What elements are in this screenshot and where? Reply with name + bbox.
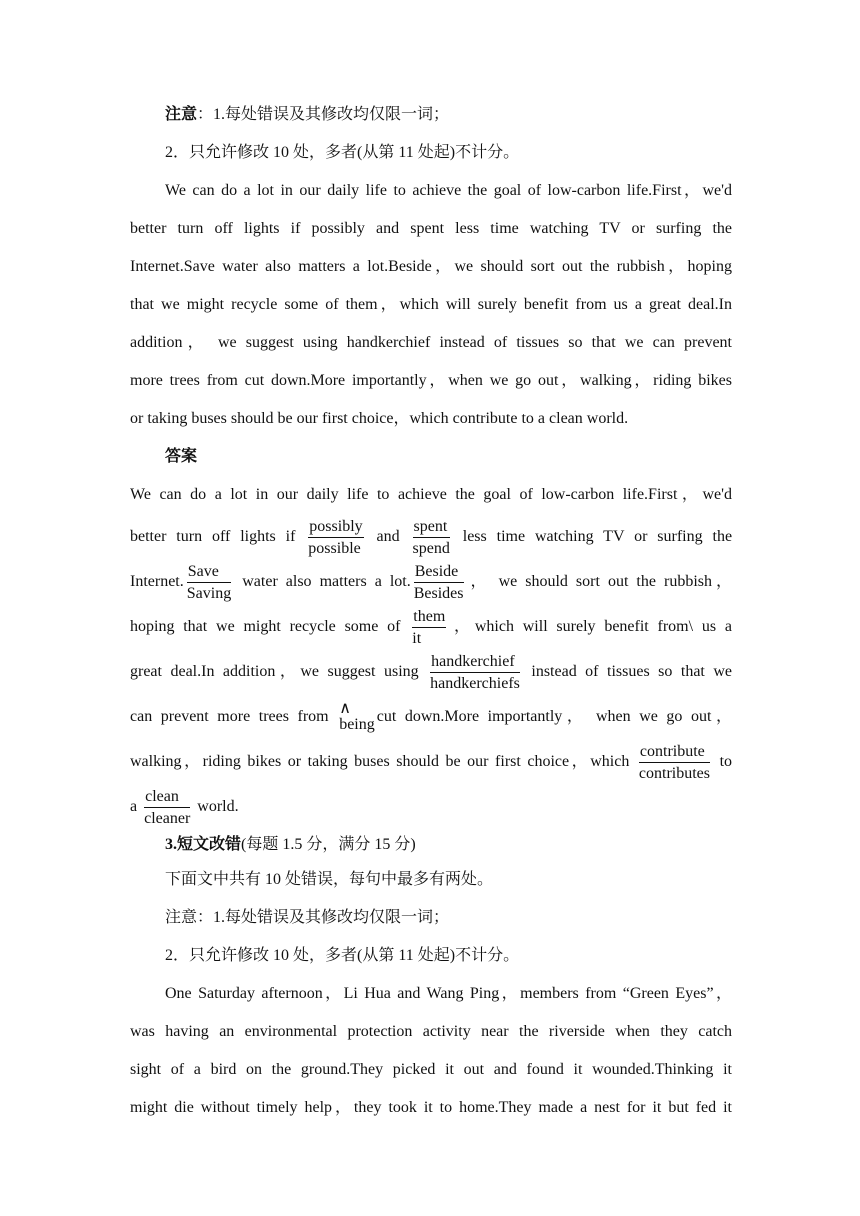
answer-line-6 xyxy=(130,694,732,739)
answer-text: water also matters a lot. xyxy=(242,573,411,590)
answer-text: a xyxy=(130,798,138,815)
section3-intro: 下面文中共有 10 处错误，每句中最多有两处。 xyxy=(165,871,494,888)
answer-line-3 xyxy=(130,559,732,604)
passage1-line-2: better turn off lights if possibly and spent less time watching TV or surfing the xyxy=(130,220,732,237)
answer-text: great deal.In addition，we suggest using xyxy=(130,663,419,680)
correction-fix: being xyxy=(339,716,375,734)
section3-title-rest: (每题 1.5 分，满分 15 分) xyxy=(241,836,416,853)
answer-text: Internet. xyxy=(130,573,184,590)
correction-original: Beside xyxy=(414,561,464,583)
answer-text: ，which will surely benefit from\ xyxy=(449,618,694,635)
insertion-mark: ∧ xyxy=(339,700,351,718)
correction-spent xyxy=(413,516,450,559)
passage1-line-4: that we might recycle some of them，which will surely benefit from us a great deal.In xyxy=(130,296,732,313)
answer-text: less time watching TV or surfing the xyxy=(462,528,733,545)
note-1 xyxy=(130,96,732,134)
passage1-line-5: addition， we suggest using handkerchief instead of tissues so that we can prevent xyxy=(130,334,732,351)
document-page xyxy=(130,96,732,1127)
passage2-line-4: might die without timely help，they took it to home.They made a nest for it but fed it xyxy=(130,1099,732,1116)
correction-possibly xyxy=(308,516,363,559)
answer-text: and xyxy=(376,528,400,545)
correction-original: spent xyxy=(413,516,450,538)
correction-fix: cleaner xyxy=(144,809,191,827)
answer-line-7 xyxy=(130,739,732,784)
correction-beside xyxy=(414,561,464,604)
correction-original: them xyxy=(412,606,446,628)
correction-handkerchief xyxy=(430,651,520,694)
note-label: 注意 xyxy=(165,106,198,123)
answer-line-2 xyxy=(130,514,732,559)
passage1-line-7: or taking buses should be our first choice，which contribute to a clean world. xyxy=(130,410,629,427)
passage1-line-1: We can do a lot in our daily life to achieve the goal of low-carbon life.First，we'd xyxy=(165,182,732,199)
correction-fix: Besides xyxy=(413,584,464,602)
answer-label: 答案 xyxy=(165,448,198,465)
answer-text: hoping that we might recycle some of xyxy=(130,618,401,635)
answer-line-5 xyxy=(130,649,732,694)
passage1-line-6: more trees from cut down.More importantly，when we go out，walking，riding bikes xyxy=(130,372,732,389)
answer-text: to xyxy=(719,753,733,770)
correction-fix: contributes xyxy=(638,764,710,782)
correction-original: contribute xyxy=(639,741,710,763)
correction-original: Save xyxy=(187,561,231,583)
answer-text: ， we should sort out the rubbish， xyxy=(466,573,733,590)
answer-text: instead of tissues so that we xyxy=(531,663,733,680)
section3-note-1 xyxy=(130,899,732,937)
section3-title-bold: 3.短文改错 xyxy=(165,836,242,853)
note-1-text: ：1.每处错误及其修改均仅限一词； xyxy=(197,106,450,123)
section3-note-1-text: 注意：1.每处错误及其修改均仅限一词； xyxy=(165,909,450,926)
insertion-being xyxy=(339,701,375,733)
answer-text: us a xyxy=(701,618,732,635)
section3-title xyxy=(130,829,732,861)
answer-text: can prevent more trees from xyxy=(130,708,329,725)
correction-fix: possible xyxy=(308,539,361,557)
note-2: 2．只允许修改 10 处，多者(从第 11 处起)不计分。 xyxy=(165,144,520,161)
correction-them xyxy=(412,606,446,649)
correction-fix: handkerchiefs xyxy=(430,674,520,692)
passage2-line-3: sight of a bird on the ground.They picked it out and found it wounded.Thinking it xyxy=(130,1061,732,1078)
answer-text: walking，riding bikes or taking buses should be our first choice，which xyxy=(130,753,630,770)
correction-fix: it xyxy=(412,629,422,647)
answer-text: world. xyxy=(197,798,239,815)
answer-line-8 xyxy=(130,784,732,829)
correction-fix: spend xyxy=(412,539,450,557)
section3-note-2: 2．只允许修改 10 处，多者(从第 11 处起)不计分。 xyxy=(165,947,520,964)
correction-original: handkerchief xyxy=(430,651,520,673)
answer-line-4 xyxy=(130,604,732,649)
correction-clean xyxy=(144,786,190,829)
answer-line-1: We can do a lot in our daily life to achieve the goal of low-carbon life.First，we'd xyxy=(130,486,732,503)
answer-text: better turn off lights if xyxy=(130,528,296,545)
correction-original: possibly xyxy=(308,516,363,538)
correction-original: clean xyxy=(144,786,190,808)
correction-contribute xyxy=(639,741,710,784)
answer-text: cut down.More importantly， when we go out， xyxy=(376,708,733,725)
passage2-line-1: One Saturday afternoon，Li Hua and Wang Ping，members from “Green Eyes”， xyxy=(165,985,732,1002)
correction-save xyxy=(187,561,231,604)
passage2-line-2: was having an environmental protection activity near the riverside when they catch xyxy=(130,1023,732,1040)
passage1-line-3: Internet.Save water also matters a lot.Beside，we should sort out the rubbish，hoping xyxy=(130,258,732,275)
correction-fix: Saving xyxy=(186,584,232,602)
